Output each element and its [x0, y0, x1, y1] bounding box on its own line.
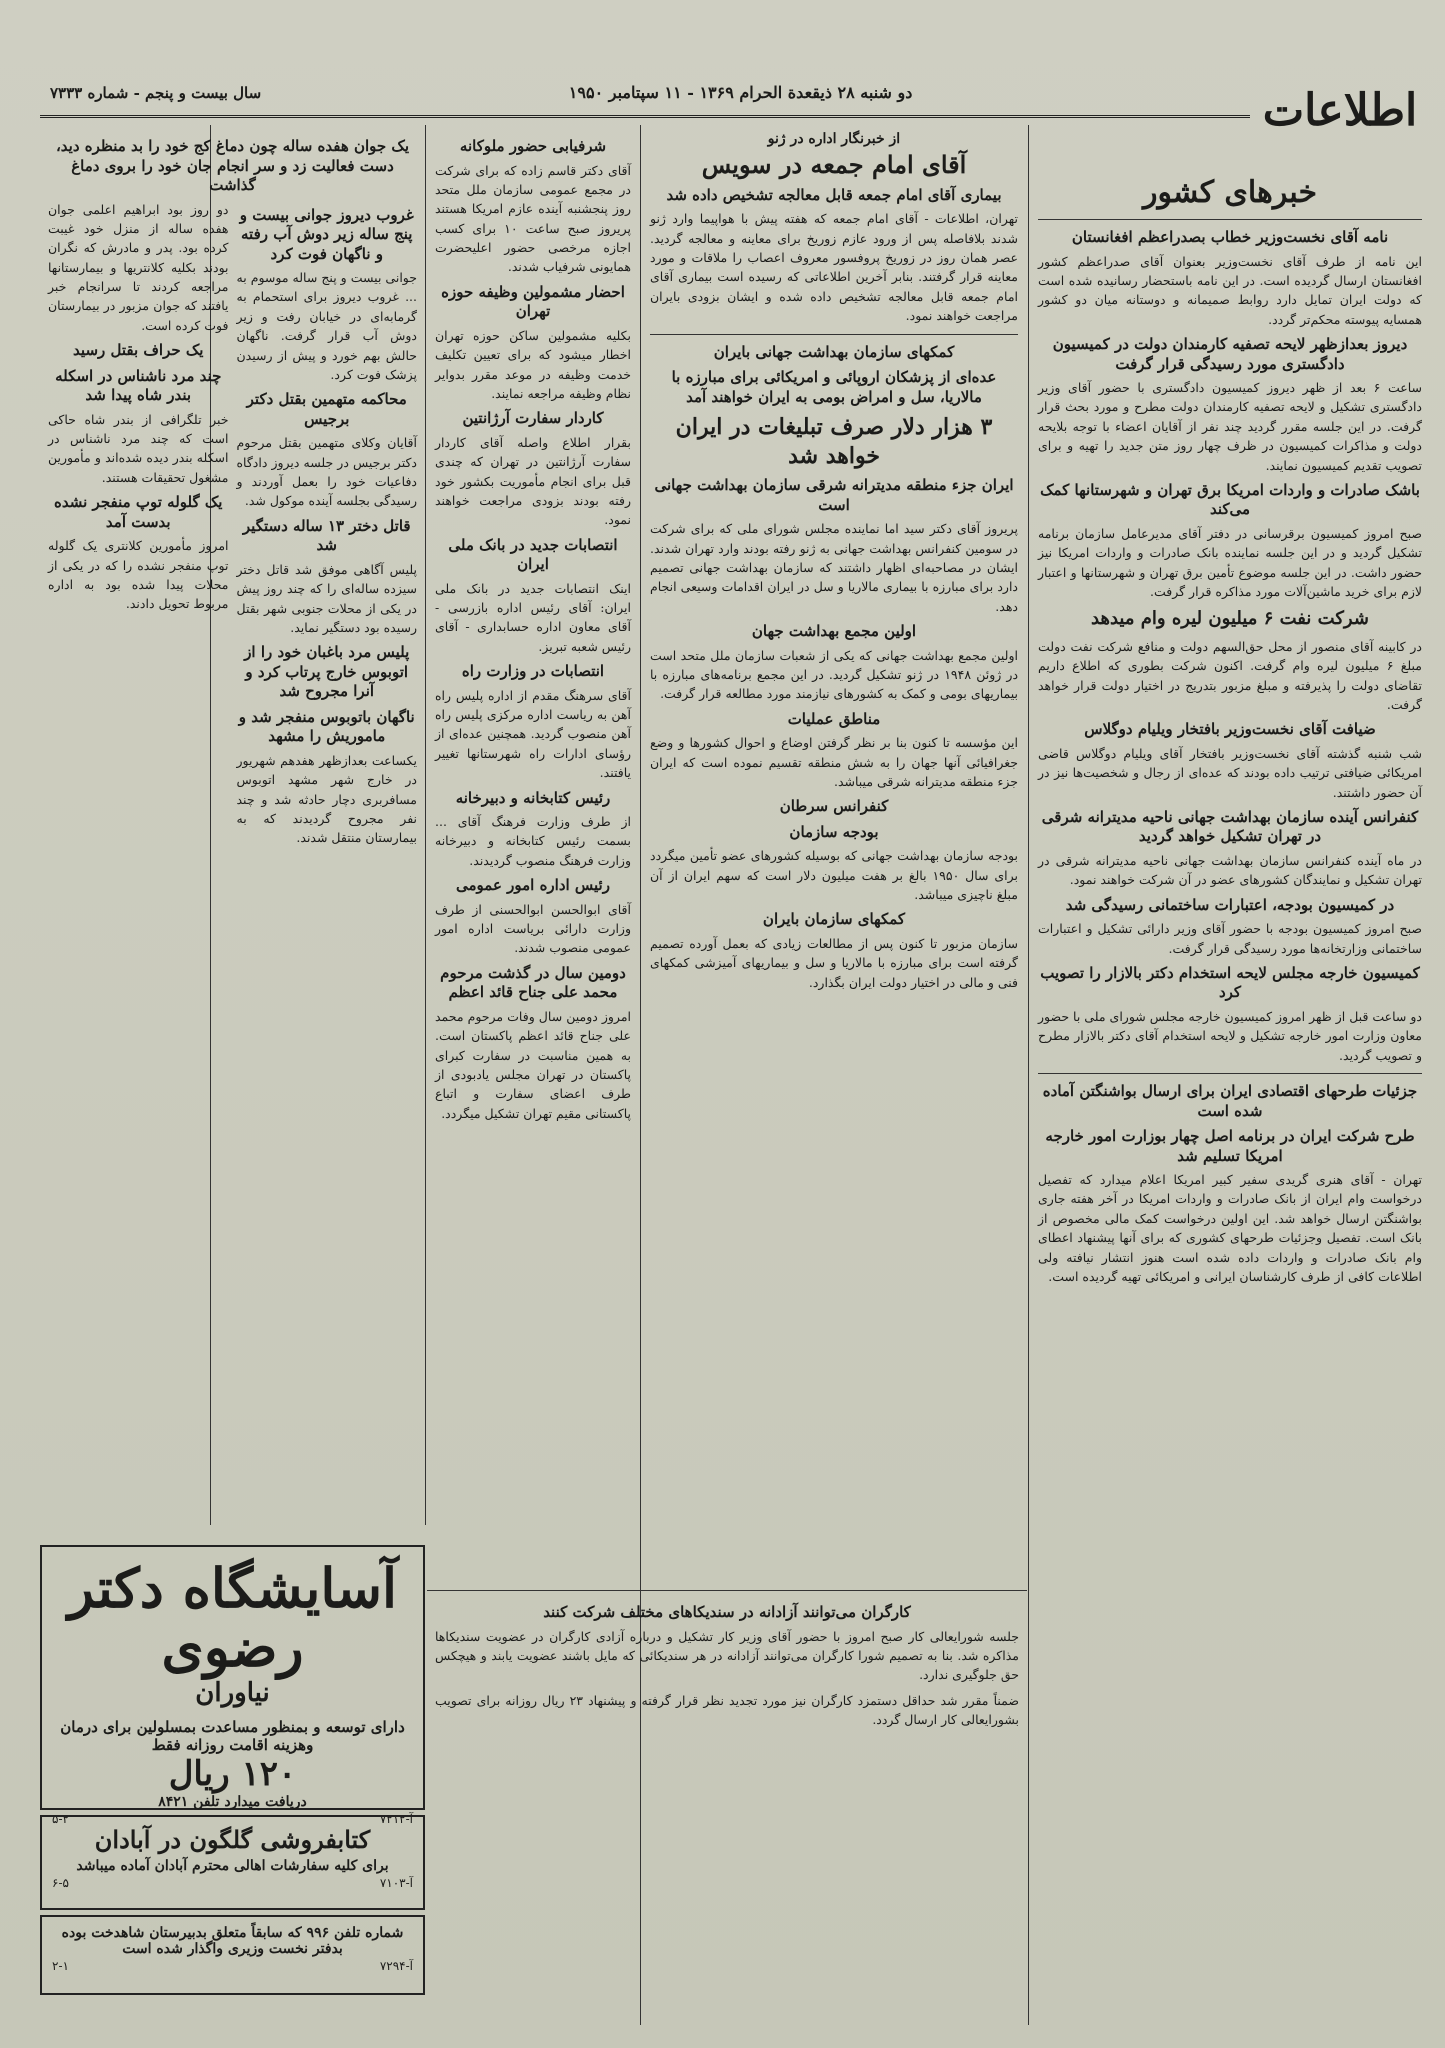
article-text: خبر تلگرافی از بندر شاه حاکی است که چند مرد ناشناس در اسکله بندر دیده شده‌اند و مأمورین مشغول تحقیقات هستند. [48, 411, 229, 485]
headline: دومین سال در گذشت مرحوم محمد علی جناح قائد اعظم [440, 963, 626, 1002]
headline: مناطق عملیات [787, 709, 881, 728]
headline: پلیس مرد باغبان خود را از اتوبوس خارج پرتاب کرد و آنرا مجروح شد [244, 643, 410, 701]
ad-code: آ-۷۱۰۳ [379, 1876, 413, 1890]
headline: محاکمه متهمین بقتل دکتر برجیس [246, 390, 407, 428]
page-header [40, 70, 1250, 118]
headline: بیماری آقای امام جمعه قابل معالجه تشخیص داده شد [666, 185, 1002, 204]
article-text: امروز دومین سال وفات مرحوم محمد علی جناح قائد اعظم پاکستان است. به همین مناسبت در سفارت کبرای پاکستان در تهران مجلس یادبودی از طرف اعضای سفارت و اتباع پاکستانی مقیم تهران تشکیل میگردد. [435, 1008, 631, 1121]
headline: کمیسیون خارجه مجلس لایحه استخدام دکتر بالازار را تصویب کرد [1040, 963, 1420, 1002]
column-official-news [427, 125, 639, 1625]
article-text: شب شنبه گذشته آقای نخست‌وزیر بافتخار آقای ویلیام دوگلاس قاضی امریکائی ضیافتی ترتیب داده بودند که عده‌ای از رجال و شخصیت‌ها نیز در آن حضور داشتند. [1038, 745, 1422, 800]
headline: در کمیسیون بودجه، اعتبارات ساختمانی رسیدگی شد [1065, 895, 1395, 914]
article-text: بقرار اطلاع واصله آقای کاردار سفارت آرژانتین در تهران که چندی قبل برای انجام مأموریت بکشور خود رفته بودند بزودی مراجعت خواهند نمود. [435, 434, 631, 528]
column-national-news [1030, 165, 1430, 2025]
ad-code: ۶-۵ [52, 1876, 69, 1890]
article-text: یکساعت بعدازظهر هفدهم شهریور در خارج شهر مشهد اتوبوس مسافربری دچار حادثه شد و چند نفر مجروح گردیدند که به بیمارستان منتقل شدند. [236, 752, 417, 846]
article-text: امروز مأمورین کلانتری یک گلوله توپ منفجر نشده را که در یکی از محلات پیدا شده بود به اداره مربوط تحویل دادند. [48, 538, 229, 612]
headline: کمکهای سازمان بایران [762, 910, 906, 929]
headline: کاردار سفارت آرژانتین [462, 409, 604, 428]
article-text: صبح امروز کمیسیون بودجه با حضور آقای وزیر دارائی تشکیل و اعتبارات ساختمانی وزارتخانه‌ها مورد رسیدگی قرار گرفت. [1038, 921, 1422, 956]
article-text: ضمناً مقرر شد حداقل دستمزد کارگران نیز مورد تجدید نظر قرار گرفته و پیشنهاد ۲۳ ریال روزانه برای تصویب بشورایعالی کار ارسال گردد. [435, 1692, 1019, 1727]
article-text: پریروز آقای دکتر سید اما نماینده مجلس شورای ملی که برای شرکت در سومین کنفرانس بهداشت جهانی به ژنو رفته بودند وارد تهران شدند. ایشان در مصاحبه‌ای اظهار داشتند که سازمان بهداشت جهانی تصمیم دارد برای مبارزه با بیماری مالاریا و سل در ایران اقدامات وسیعی انجام دهد. [650, 521, 1019, 614]
article-text: آقای ابوالحسن ابوالحسنی از طرف وزارت دارائی بریاست اداره امور عمومی منصوب شدند. [435, 901, 631, 956]
headline: نامه آقای نخست‌وزیر خطاب بصدراعظم افغانستان [1071, 228, 1389, 246]
ad-price: ۱۲۰ ریال [168, 1753, 297, 1794]
article-text: دو ساعت قبل از ظهر امروز کمیسیون خارجه مجلس شورای ملی با حضور معاون وزارت امور خارجه تشکیل و لایحه استخدام آقای دکتر بالازار مطرح و تصویب گردید. [1038, 1008, 1422, 1063]
article-text: جوانی بیست و پنج ساله موسوم به ... غروب دیروز برای استحمام به گرمابه‌ای در خیابان رفت و زیر دوش آب قرار گرفت. ناگهان حالش بهم خورد و پیش از رسیدن پزشک فوت کرد. [236, 270, 417, 382]
headline: طرح شرکت ایران در برنامه اصل چهار بوزارت امور خارجه امریکا تسلیم شد [1045, 1127, 1415, 1165]
headline-main: آقای امام جمعه در سویس [701, 150, 967, 179]
kicker: از خبرنگار اداره در ژنو [767, 131, 901, 147]
ad-phone: دریافت میدارد تلفن ۸۴۲۱ [158, 1793, 307, 1810]
headline: کمکهای سازمان بهداشت جهانی بایران [713, 342, 955, 361]
ad-phone-notice [40, 1915, 425, 1995]
headline: شرفیابی حضور ملوکانه [459, 137, 607, 155]
column-rule [425, 125, 426, 1525]
headline: یک حراف بقتل رسید [73, 341, 204, 360]
headline: رئیس کتابخانه و دبیرخانه [455, 788, 611, 807]
ad-code: ۵-۲ [52, 1811, 69, 1826]
headline: قاتل دختر ۱۳ ساله دستگیر شد [242, 516, 411, 555]
article-text: تهران، اطلاعات - آقای امام جمعه که هفته پیش با هواپیما وارد ژنو شدند بلافاصله پس از ورود عازم زوریخ برای معاینه و معالجه گردید. عصر همان روز در زوریخ پروفسور معروف اعصاب را ملاقات و مورد معاینه قرار گرفتند. بنابر آخرین اطلاعاتی که رسیده است بیماری آقای امام جمعه قابل معالجه تشخیص داده شده و ایشان بزودی بایران مراجعت خواهند نمود. [650, 211, 1018, 324]
headline: ایران جزء منطقه مدیترانه شرقی سازمان بهداشت جهانی است [654, 476, 1014, 514]
article-workers [427, 1590, 1027, 1910]
headline: کارگران می‌توانند آزادانه در سندیکاهای مختلف شرکت کنند [543, 1603, 911, 1621]
article-text: ساعت ۶ بعد از ظهر دیروز کمیسیون دادگستری با حضور آقای وزیر دادگستری تشکیل و لایحه تصفیه کارمندان دولت مطرح و مورد بحث قرار گرفت. در این جلسه مقرر گردید چند نفر از آقایان اعضاء با توجه بلایحه دولت و مذاکرات کمیسیون در ظرف چهار روز متن جدید را تهیه و برای تصویب تقدیم کمیسیون نمایند. [1038, 380, 1422, 473]
article-text: در کابینه آقای منصور از محل حق‌السهم دولت و منافع شرکت نفت دولت مبلغ ۶ میلیون لیره وام گرفت. اکنون شرکت بطوری که اطلاع داریم تقاضای دولت را پذیرفته و مبلغ مزبور بتدریج در اختیار دولت قرار خواهد گرفت. [1038, 638, 1423, 712]
article-text: بکلیه مشمولین ساکن حوزه تهران اخطار میشود که برای تعیین تکلیف خدمت وظیفه در موعد مقرر بدوایر نظام وظیفه مراجعه نمایند. [435, 327, 631, 401]
ad-code: آ-۷۲۹۴ [379, 1959, 413, 1973]
headline: ضیافت آقای نخست‌وزیر بافتخار ویلیام دوگلاس [1084, 720, 1376, 739]
headline: کنفرانس آینده سازمان بهداشت جهانی ناحیه مدیترانه شرقی در تهران تشکیل خواهد گردید [1041, 807, 1419, 846]
article-text: این نامه از طرف آقای نخست‌وزیر بعنوان آقای صدراعظم کشور افغانستان ارسال گردیده است. در این نامه باستحضار رسانیده شده است که دولت ایران تمایل دارد روابط صمیمانه و دوستانه میان دو کشور همسایه پیوسته محکم‌تر گردد. [1038, 253, 1422, 327]
headline: احضار مشمولین وظیفه حوزه تهران [441, 282, 625, 321]
ad-text: برای کلیه سفارشات اهالی محترم آبادان آماده میباشد [76, 1858, 389, 1874]
article-text: جلسه شورایعالی کار صبح امروز با حضور آقای وزیر کار تشکیل و درباره آزادی کارگران در عضویت سندیکاها مذاکره شد. بنا به تصمیم شورا کارگران می‌توانند آزادانه در هر سندیکائی که مایل باشند عضویت یابند و هیچکس حق جلوگیری ندارد. [435, 1628, 1019, 1683]
ad-code: آ-۷۲۱۲ [379, 1811, 413, 1826]
headline: کنفرانس سرطان [779, 797, 889, 816]
article-text: صبح امروز کمیسیون برقرسانی در دفتر آقای مدیرعامل سازمان برنامه تشکیل گردید و در این جلسه نماینده بانک صادرات و واردات امریکا نیز حضور داشت. در این جلسه موضوع تأمین برق تهران و شهرستانها و اعتبار لازم برای خرید ماشین‌آلات مورد مذاکره قرار گرفت. [1038, 525, 1422, 599]
headline: رئیس اداره امور عمومی [456, 876, 610, 895]
headline: یک گلوله توپ منفجر نشده بدست آمد [54, 493, 223, 531]
headline: شرکت نفت ۶ میلیون لیره وام میدهد [1091, 608, 1369, 630]
headline: یک جوان هفده ساله چون دماغ کج خود را بد منظره دید، دست فعالیت زد و سر انجام جان خود را بروی دماغ گذاشت [55, 137, 410, 194]
masthead-logo: اطلاعات [1262, 85, 1418, 136]
headline: انتصابات جدید در بانک ملی ایران [448, 535, 618, 574]
article-text: اولین مجمع بهداشت جهانی که یکی از شعبات سازمان ملل متحد است در ژوئن ۱۹۴۸ در ژنو تشکیل گردید. در این مجمع برنامه‌های مبارزه با بیماریهای بومی و کمک به کشورهای نیازمند مورد مطالعه قرار گرفت. [650, 647, 1019, 702]
ad-text: شماره تلفن ۹۹۶ که سابقاً متعلق بدبیرستان شاهدخت بوده بدفتر نخست وزیری واگذار شده است [61, 1925, 404, 1957]
ad-code: ۲-۱ [52, 1959, 69, 1973]
ad-bookshop [40, 1815, 425, 1910]
section-title: خبرهای کشور [1142, 175, 1318, 210]
article-text: در ماه آینده کنفرانس سازمان بهداشت جهانی ناحیه مدیترانه شرقی در تهران تشکیل و نمایندگان کشورهای عضو در آن شرکت خواهند نمود. [1038, 852, 1422, 888]
article-text: سازمان مزبور تا کنون پس از مطالعات زیادی که بعمل آورده تصمیم گرفته است برای مبارزه با مالاریا و سل و بیماریهای آمیزشی کمکهای فنی و مالی در اختیار دولت ایران بگذارد. [650, 935, 1018, 990]
article-text: این مؤسسه تا کنون بنا بر نظر گرفتن اوضاع و احوال کشورها و وضع جغرافیائی آنها جهان را به شش منطقه تقسیم نموده است که ایران جزء منطقه مدیترانه شرقی میباشد. [650, 735, 1018, 789]
column-rule [1028, 125, 1029, 2025]
headline: بودجه سازمان [789, 822, 879, 841]
ad-title: آسایشگاه دکتر رضوی [67, 1556, 398, 1680]
article-text: از طرف وزارت فرهنگ آقای ... بسمت رئیس کتابخانه و دبیرخانه وزارت فرهنگ منصوب گردیدند. [435, 814, 631, 868]
column-incidents [40, 125, 425, 1525]
headline: عده‌ای از پزشکان اروپائی و امریکائی برای مبارزه با مالاریا، سل و امراض بومی به ایران خواهند آمد [671, 368, 997, 406]
article-text: دو روز بود ابراهیم اعلمی جوان هفده ساله از منزل خود غیبت کرده بود. پدر و مادرش که نگران بودند بکلیه کلانتریها و بیمارستانها مراجعه کردند تا سرانجام خبر یافتند که جوان مزبور در بیمارستان فوت کرده است. [48, 201, 229, 333]
headline: باشک صادرات و واردات امریکا برق تهران و شهرستانها کمک می‌کند [1040, 480, 1420, 519]
headline: غروب دیروز جوانی بیست و پنج ساله زیر دوش آب رفته و ناگهان فوت کرد [239, 205, 414, 263]
article-text: تهران - آقای هنری گریدی سفیر کبیر امریکا اعلام میدارد که تفصیل درخواست وام ایران از بانک صادرات و واردات امریکا در آخر هفته جاری بواشنگتن ارسال خواهد شد. این اولین درخواست کمک مالی مخصوص از بانک است. تفصیل وجزئیات طرحهای کشوری که برای آنها پیشنهاد اعطای وام بانک صادرات و واردات داده شده است هنوز انتشار نیافته ولی اطلاعات کافی از طرف کارشناسان ایرانی و امریکائی تهیه گردیده است. [1038, 1172, 1422, 1284]
ad-sanatorium [40, 1545, 425, 1826]
header-date: دو شنبه ۲۸ ذیقعدة الحرام ۱۳۶۹ - ۱۱ سپتامبر ۱۹۵۰ [568, 83, 913, 102]
article-text: بودجه سازمان بهداشت جهانی که بوسیله کشورهای عضو تأمین میگردد برای سال ۱۹۵۰ بالغ بر هفت میلیون دلار است که سهم ایران از آن مبلغ ناچیزی میباشد. [650, 848, 1018, 903]
headline: اولین مجمع بهداشت جهان [751, 622, 917, 641]
header-edition: سال بیست و پنجم - شماره ۷۳۳۳ [50, 83, 262, 102]
headline: ناگهان باتوبوس منفجر شد و ماموریش را مشهد [238, 707, 415, 746]
article-text: آقایان وکلای متهمین بقتل مرحوم دکتر برجیس در جلسه دیروز دادگاه دفاعیات خود را بعمل آوردند و رسیدگی بجلسه آینده موکول شد. [236, 435, 417, 509]
ad-text: دارای توسعه و بمنظور مساعدت بمسلولین برای درمان وهزینه اقامت روزانه فقط [60, 1717, 405, 1754]
ad-place: نیاوران [195, 1677, 270, 1708]
headline: دیروز بعدازظهر لایحه تصفیه کارمندان دولت در کمیسیون دادگستری مورد رسیدگی قرار گرفت [1052, 335, 1408, 373]
article-text: اینک انتصابات جدید در بانک ملی ایران: آقای رئیس اداره بازرسی - آقای معاون اداره حسابداری - آقای رئیس شعبه تبریز. [435, 580, 631, 654]
article-text: آقای سرهنگ مقدم از اداره پلیس راه آهن به ریاست اداره مرکزی پلیس راه آهن منصوب گردید. همچنین عده‌ای از رؤسای ادارات راه شهرستانها تغییر یافتند. [435, 687, 631, 781]
headline-main: ۳ هزار دلار صرف تبلیغات در ایران خواهد شد [675, 414, 993, 469]
headline: جزئیات طرحهای اقتصادی ایران برای ارسال بواشنگتن آماده شده است [1042, 1082, 1418, 1120]
ad-title: کتابفروشی گلگون در آبادان [94, 1825, 371, 1854]
article-text: آقای دکتر قاسم زاده که برای شرکت در مجمع عمومی سازمان ملل متحد روز پنجشنبه آینده عازم امریکا هستند پریروز صبح ساعت ۱۰ برای کسب اجازه مرخصی حضور اعلیحضرت همایونی شرفیاب شدند. [435, 162, 631, 275]
headline: چند مرد ناشناس در اسکله بندر شاه پیدا شد [55, 366, 222, 405]
article-text: پلیس آگاهی موفق شد قاتل دختر سیزده ساله‌ای را که چند روز پیش در یکی از محلات جنوبی شهر بقتل رسیده بود دستگیر نماید. [236, 561, 417, 635]
headline: انتصابات در وزارت راه [461, 662, 605, 681]
